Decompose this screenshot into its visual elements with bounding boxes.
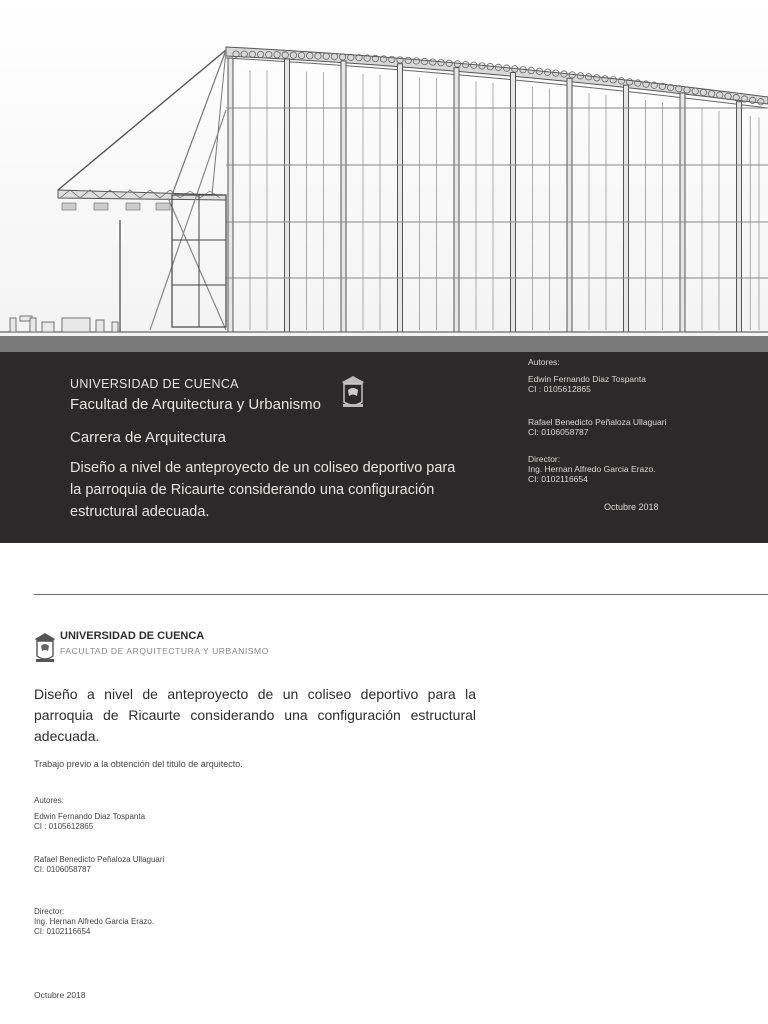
facade-column xyxy=(737,102,742,332)
facade-column xyxy=(511,72,516,332)
cover-author-1-name: Edwin Fernando Diaz Tospanta xyxy=(528,374,646,384)
cover-director-ci: CI: 0102116654 xyxy=(528,474,588,484)
facade-column xyxy=(454,68,459,332)
inner-author-1-name: Edwin Fernando Diaz Tospanta xyxy=(34,812,146,821)
inner-authors-label: Autores: xyxy=(34,796,64,805)
inner-director-ci: CI: 0102116654 xyxy=(34,927,91,936)
inner-university: UNIVERSIDAD DE CUENCA xyxy=(60,630,205,642)
cover-author-1-ci: CI : 0105612865 xyxy=(528,384,591,394)
university-crest-icon xyxy=(340,374,366,410)
cover-director xyxy=(528,454,656,484)
cover-thesis-title: Diseño a nivel de anteproyecto de un coliseo deportivo para la parroquia de Ricaurte considerando una configuración estructural adecuada. xyxy=(70,460,456,520)
cover-faculty: Facultad de Arquitectura y Urbanismo xyxy=(70,396,321,413)
facade-column xyxy=(567,78,572,332)
facade-column xyxy=(680,93,685,332)
cover-author-2-ci: CI: 0106058787 xyxy=(528,427,589,437)
inner-subtitle: Trabajo previo a la obtención del titulo de arquitecto. xyxy=(34,759,243,769)
facade-column xyxy=(228,58,233,332)
coliseum-elevation-drawing xyxy=(0,0,768,352)
cover-director-name: Ing. Hernan Alfredo Garcia Erazo. xyxy=(528,464,656,474)
facade-column xyxy=(341,61,346,332)
cover-career: Carrera de Arquitectura xyxy=(70,429,226,446)
inner-author-2 xyxy=(34,855,164,875)
cover-author-1 xyxy=(528,374,646,394)
inner-author-2-ci: CI: 0106058787 xyxy=(34,865,91,874)
cover-author-2-name: Rafael Benedicto Peñaloza Ullaguari xyxy=(528,417,667,427)
cover-authors-label: Autores: xyxy=(528,357,560,367)
page-divider xyxy=(34,594,768,595)
inner-director-name: Ing. Hernan Alfredo Garcia Erazo. xyxy=(34,917,155,926)
facade-column xyxy=(285,59,290,332)
inner-director-label: Director: xyxy=(34,907,65,916)
inner-author-1-ci: CI : 0105612865 xyxy=(34,822,94,831)
svg-text:....: .... xyxy=(280,49,287,55)
inner-thesis-title: Diseño a nivel de anteproyecto de un coliseo deportivo para la parroquia de Ricaurte considerando una configuración estructural adecuada. xyxy=(34,686,476,744)
inner-date: Octubre 2018 xyxy=(34,990,86,1000)
inner-director xyxy=(34,907,154,937)
cover-band xyxy=(0,352,768,543)
inner-author-1 xyxy=(34,812,145,832)
inner-faculty: FACULTAD DE ARQUITECTURA Y URBANISMO xyxy=(60,646,269,656)
inner-author-2-name: Rafael Benedicto Peñaloza Ullaguari xyxy=(34,855,165,864)
ground-band xyxy=(0,336,768,352)
university-crest-icon xyxy=(34,632,56,664)
facade-column xyxy=(624,85,629,332)
cover-date: Octubre 2018 xyxy=(604,502,659,512)
cover-university: UNIVERSIDAD DE CUENCA xyxy=(70,377,239,391)
cover-director-label: Director: xyxy=(528,454,561,464)
cover-author-2 xyxy=(528,417,666,437)
facade-column xyxy=(398,64,403,332)
